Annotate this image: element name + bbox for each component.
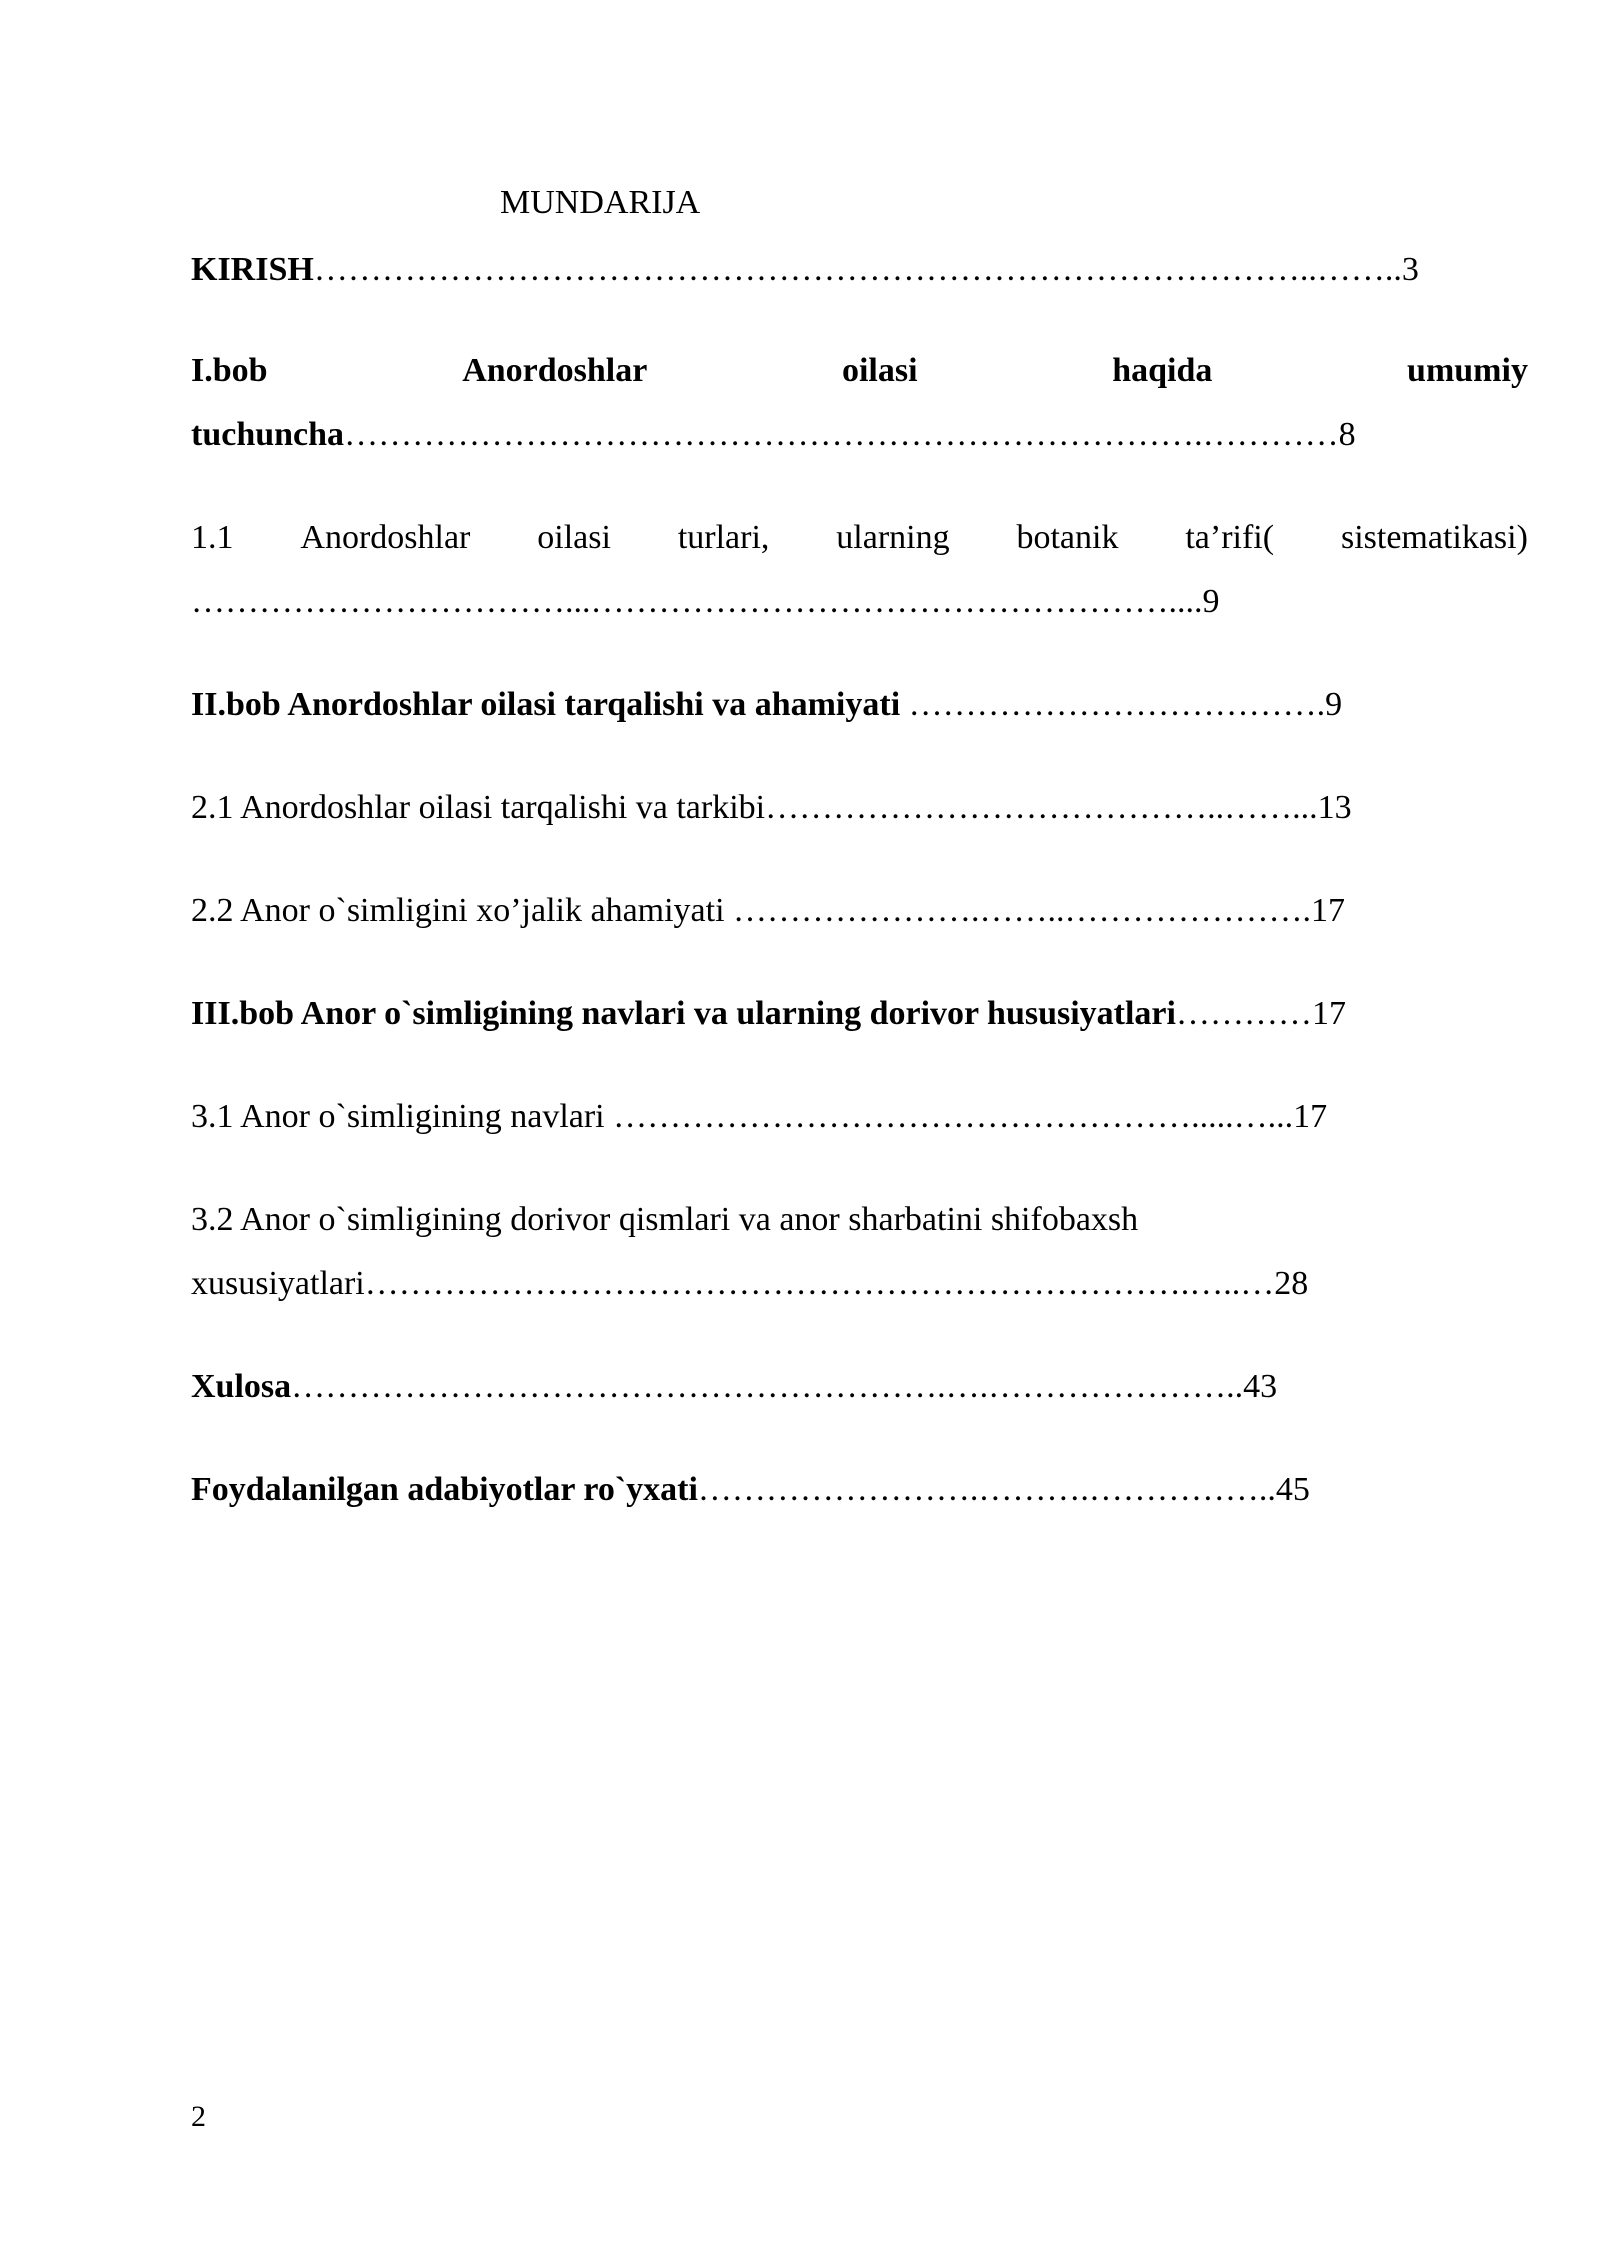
toc-label: Foydalanilgan adabiyotlar ro`yxati <box>191 1471 698 1508</box>
toc-dots: …………………….……….……………..45 <box>697 1471 1310 1508</box>
toc-dots: …………17 <box>1175 995 1346 1032</box>
toc-entry-bob1-line1 <box>191 349 1528 393</box>
toc-entry-3-2-line1: 3.2 Anor o`simligining dorivor qismlari va anor sharbatini shifobaxsh <box>191 1201 1139 1238</box>
toc-entry-1-1-line1 <box>191 516 1528 560</box>
toc-label: III.bob Anor o`simligining navlari va ularning dorivor hususiyatlari <box>191 995 1176 1032</box>
toc-word: Anordoshlar <box>300 519 471 556</box>
toc-word: oilasi <box>537 519 611 556</box>
toc-word: ularning <box>836 519 950 556</box>
toc-entry-1-1-line2: ……………………………...……………………………………………....9 <box>191 583 1220 620</box>
toc-entry-bob3 <box>191 992 1346 1036</box>
toc-entry-2-1: 2.1 Anordoshlar oilasi tarqalishi va tarkibi…………………………………..……...13 <box>191 789 1352 826</box>
toc-entry-xulosa <box>191 1365 1277 1409</box>
toc-entry-kirish <box>191 248 1419 292</box>
toc-dots: ……………………………….9 <box>900 686 1343 723</box>
toc-label: tuchuncha <box>191 416 345 453</box>
toc-entry-bob1-line2 <box>191 413 1356 457</box>
toc-dots: ………………………………………………………………….…………8 <box>344 416 1356 453</box>
toc-word: 1.1 <box>191 519 234 556</box>
toc-entry-3-1: 3.1 Anor o`simligining navlari …………………………………………….....…...17 <box>191 1098 1328 1135</box>
toc-entry-bob2 <box>191 683 1342 727</box>
toc-word: I.bob <box>191 352 268 389</box>
toc-entry-adabiyotlar <box>191 1468 1310 1512</box>
toc-label: II.bob Anordoshlar oilasi tarqalishi va ahamiyati <box>191 686 901 723</box>
toc-word: turlari, <box>677 519 770 556</box>
page-number: 2 <box>191 2100 206 2133</box>
toc-label: KIRISH <box>191 251 314 288</box>
page-title: MUNDARIJA <box>500 184 701 221</box>
toc-dots: ……………………………………………………………………………..……..3 <box>313 251 1419 288</box>
toc-word: sistematikasi) <box>1340 519 1528 556</box>
toc-word: umumiy <box>1407 352 1528 389</box>
toc-dots: ………………………………………………….….…………………..43 <box>291 1368 1278 1405</box>
toc-word: Anordoshlar <box>462 352 648 389</box>
toc-word: oilasi <box>841 352 918 389</box>
toc-word: ta’rifi( <box>1185 519 1275 556</box>
toc-word: haqida <box>1112 352 1213 389</box>
toc-entry-3-2-line2: xususiyatlari……………………………………………………………….…..…28 <box>191 1265 1309 1302</box>
toc-label: Xulosa <box>191 1368 292 1405</box>
toc-word: botanik <box>1016 519 1119 556</box>
toc-entry-2-2: 2.2 Anor o`simligini xo’jalik ahamiyati ………………….……..………………….17 <box>191 892 1346 929</box>
